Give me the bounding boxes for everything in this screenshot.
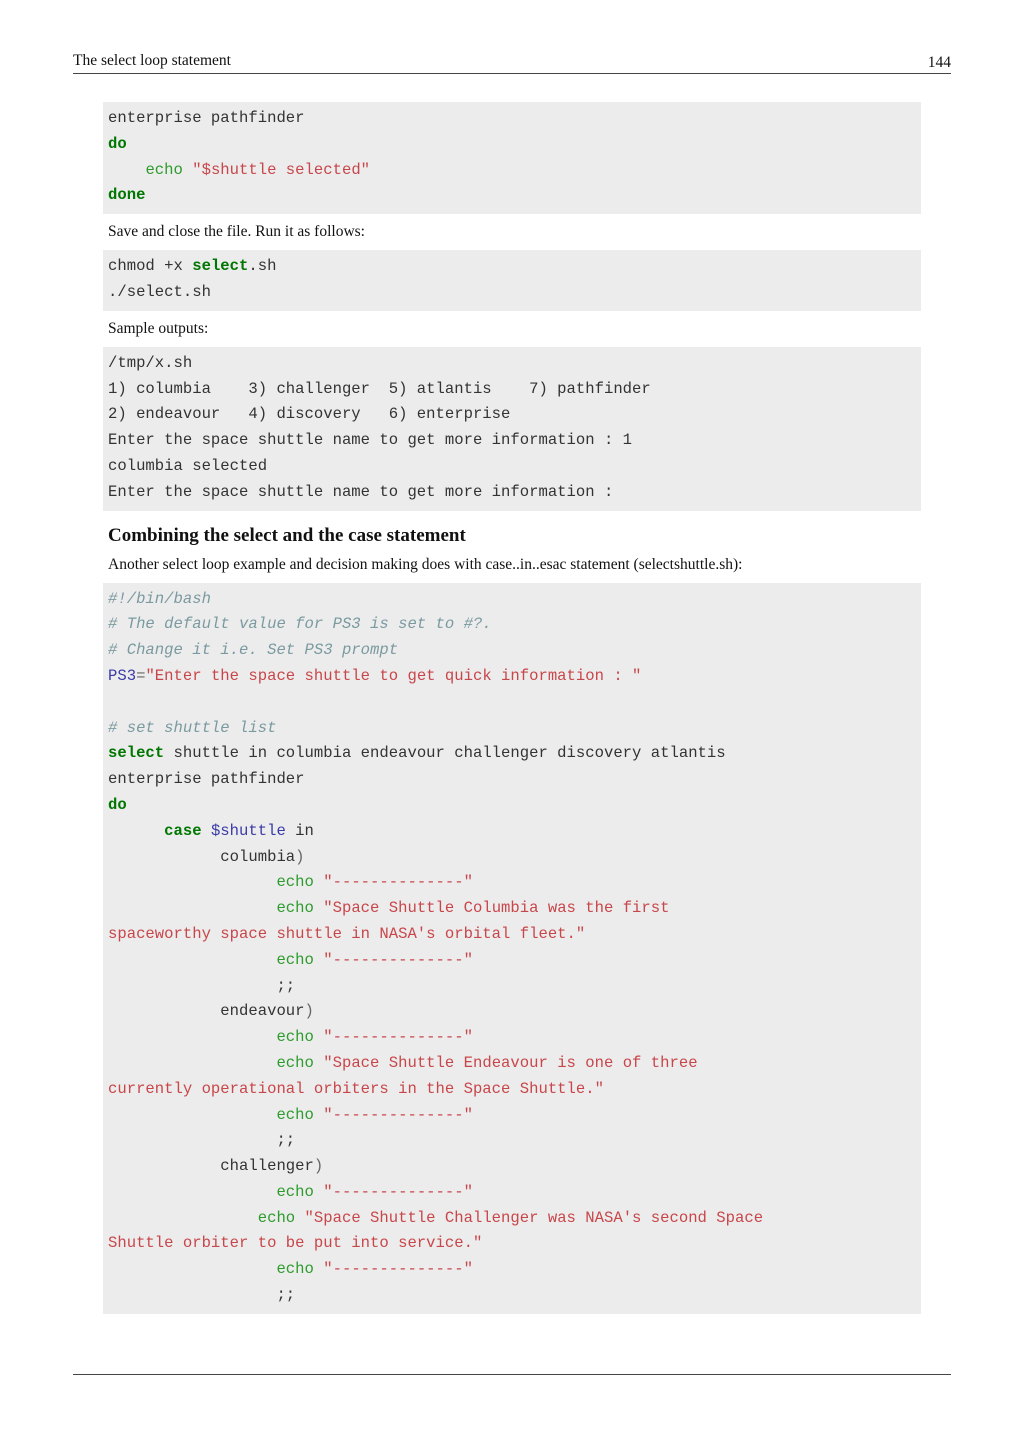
code-line [108, 587, 916, 613]
code-line [108, 1180, 916, 1206]
code-line [108, 819, 916, 845]
code-line [108, 1103, 916, 1129]
code-line [108, 870, 916, 896]
code-token: ;; [108, 976, 296, 995]
code-line [108, 741, 916, 767]
page-header [73, 50, 951, 74]
code-block [103, 347, 921, 511]
code-line [108, 158, 916, 184]
code-token: enterprise pathfinder [108, 109, 305, 127]
code-token: .sh [248, 257, 277, 276]
code-token [108, 899, 276, 917]
code-token [314, 951, 323, 969]
code-token: spaceworthy space shuttle in NASA's orbital fleet." [108, 924, 586, 943]
paragraph: Sample outputs: [108, 319, 209, 337]
code-token [108, 1054, 276, 1072]
code-token: echo [276, 899, 314, 918]
code-token: echo [276, 1105, 314, 1124]
code-token: echo [276, 1260, 314, 1279]
code-token [202, 822, 211, 840]
code-line [108, 793, 916, 819]
code-token: ) [304, 1002, 314, 1021]
code-token: echo [276, 1182, 314, 1201]
code-token: #!/bin/bash [108, 589, 211, 608]
code-line [108, 716, 916, 742]
code-line [108, 1128, 916, 1154]
code-token: Enter the space shuttle name to get more information : [108, 482, 614, 501]
code-line [108, 351, 916, 377]
running-title: The select loop statement [73, 52, 231, 69]
code-line [108, 612, 916, 638]
code-line [108, 922, 916, 948]
code-token: do [108, 795, 127, 814]
code-token: do [108, 134, 127, 153]
code-token [108, 951, 276, 969]
code-token [183, 161, 192, 179]
code-token: endeavour [108, 1002, 305, 1021]
code-token: echo [276, 1053, 314, 1072]
code-line [108, 106, 916, 132]
code-token: PS3 [108, 666, 137, 685]
code-token: "--------------" [323, 950, 473, 969]
code-token: "Space Shuttle Columbia was the first [323, 899, 670, 918]
code-token: "Space Shuttle Endeavour is one of three [323, 1053, 698, 1072]
section-heading: Combining the select and the case statement [108, 524, 466, 546]
code-line [108, 1231, 916, 1257]
code-token: "Enter the space shuttle to get quick information : " [145, 666, 642, 685]
code-token: ./select.sh [108, 282, 211, 301]
code-line [108, 1283, 916, 1309]
code-block [103, 250, 921, 311]
code-line [108, 183, 916, 209]
code-token [314, 1183, 323, 1201]
code-token [108, 1028, 276, 1046]
code-line [108, 377, 916, 403]
code-token: "--------------" [323, 1260, 473, 1279]
code-token [314, 873, 323, 891]
code-token: "--------------" [323, 873, 473, 892]
code-line [108, 1077, 916, 1103]
code-token [314, 1028, 323, 1046]
code-token: "Space Shuttle Challenger was NASA's second Space [304, 1208, 764, 1227]
code-line [108, 254, 916, 280]
code-line [108, 1257, 916, 1283]
code-token: ;; [108, 1286, 296, 1305]
code-token [314, 1260, 323, 1278]
code-token: /tmp/x.sh [108, 353, 193, 372]
code-block [103, 583, 921, 1314]
code-token: "--------------" [323, 1105, 473, 1124]
code-line [108, 664, 916, 690]
code-token: done [108, 186, 146, 205]
code-line [108, 638, 916, 664]
code-token: columbia [108, 847, 296, 866]
code-token: enterprise pathfinder [108, 770, 305, 789]
code-token: select [192, 257, 249, 276]
code-token [108, 822, 164, 840]
code-token: currently operational orbiters in the Space Shuttle." [108, 1079, 604, 1098]
code-token [108, 1106, 276, 1124]
code-token: # Change it i.e. Set PS3 prompt [108, 641, 399, 660]
code-token: # set shuttle list [108, 718, 277, 737]
code-token: select [108, 744, 165, 763]
page-content [103, 102, 921, 1314]
code-token: echo [276, 950, 314, 969]
code-line [108, 1051, 916, 1077]
code-token: echo [276, 873, 314, 892]
code-token: in [285, 821, 314, 840]
code-line [108, 1154, 916, 1180]
code-token: chmod +x [108, 257, 193, 276]
code-token [108, 1260, 276, 1278]
code-token [295, 1209, 304, 1227]
code-token: Enter the space shuttle name to get more information : 1 [108, 431, 633, 450]
code-token [314, 1106, 323, 1124]
code-token [314, 1054, 323, 1072]
code-token [108, 873, 276, 891]
code-token [108, 161, 145, 179]
code-line [108, 690, 916, 716]
code-token: case [164, 821, 202, 840]
paragraph: Save and close the file. Run it as follows: [108, 223, 365, 241]
code-token: "--------------" [323, 1028, 473, 1047]
code-line [108, 428, 916, 454]
footer-rule [73, 1374, 951, 1375]
code-line [108, 974, 916, 1000]
code-line [108, 999, 916, 1025]
paragraph: Another select loop example and decision making does with case..in..esac statement (selectshuttle.sh): [108, 555, 743, 573]
code-token: challenger [108, 1157, 314, 1176]
code-line [108, 1206, 916, 1232]
code-token: ) [313, 1157, 324, 1176]
code-token: echo [257, 1208, 296, 1227]
code-token: $shuttle [210, 821, 286, 840]
code-token [108, 1183, 276, 1201]
code-token: shuttle in columbia endeavour challenger discovery atlantis [164, 744, 726, 763]
code-token: = [136, 666, 146, 685]
code-line [108, 948, 916, 974]
code-line [108, 767, 916, 793]
code-block [103, 102, 921, 214]
code-line [108, 280, 916, 306]
code-line [108, 845, 916, 871]
code-token: "--------------" [323, 1182, 473, 1201]
code-token: ;; [108, 1131, 296, 1150]
code-token: Shuttle orbiter to be put into service." [108, 1234, 483, 1253]
code-token: echo [276, 1028, 314, 1047]
code-line [108, 896, 916, 922]
code-token [108, 1209, 258, 1227]
code-token [314, 899, 323, 917]
code-token: 2) endeavour 4) discovery 6) enterprise [108, 405, 511, 424]
code-token: ) [295, 847, 305, 866]
code-token: 1) columbia 3) challenger 5) atlantis 7) pathfinder [108, 379, 651, 398]
page-number: 144 [927, 54, 951, 71]
code-token: columbia selected [108, 456, 268, 475]
code-token: echo [145, 160, 183, 179]
code-line [108, 402, 916, 428]
code-line [108, 480, 916, 506]
code-token: "$shuttle selected" [192, 160, 371, 179]
code-line [108, 132, 916, 158]
code-token: # The default value for PS3 is set to #?. [108, 615, 492, 634]
code-line [108, 454, 916, 480]
code-line [108, 1025, 916, 1051]
